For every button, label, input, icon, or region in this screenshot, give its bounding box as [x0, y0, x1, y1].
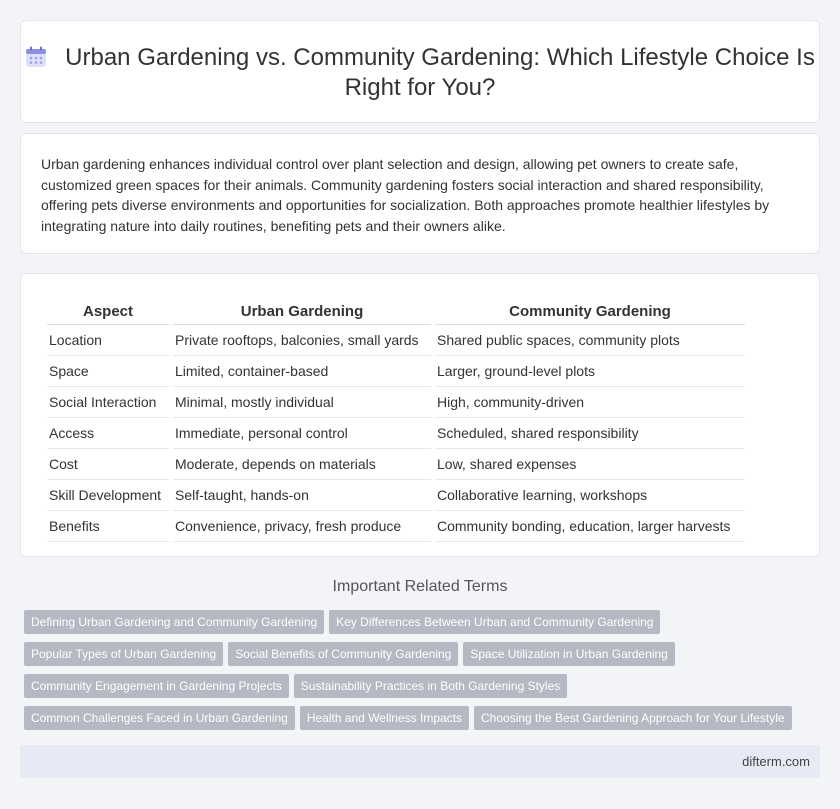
related-term-tag[interactable]: Popular Types of Urban Gardening	[24, 642, 223, 666]
title-card	[20, 20, 820, 123]
table-row	[47, 480, 745, 511]
comparison-table	[43, 294, 749, 542]
cell-community: Scheduled, shared responsibility	[435, 418, 745, 449]
header-community: Community Gardening	[435, 294, 745, 325]
tag-row	[24, 706, 824, 738]
table-row	[47, 511, 745, 542]
cell-urban: Limited, container-based	[173, 356, 431, 387]
cell-aspect: Space	[47, 356, 169, 387]
comparison-card	[20, 273, 820, 557]
related-term-tag[interactable]: Defining Urban Gardening and Community Gardening	[24, 610, 324, 634]
tag-row	[24, 674, 824, 706]
related-term-tag[interactable]: Health and Wellness Impacts	[300, 706, 469, 730]
related-term-tag[interactable]: Social Benefits of Community Gardening	[228, 642, 458, 666]
cell-aspect: Location	[47, 325, 169, 356]
cell-urban: Moderate, depends on materials	[173, 449, 431, 480]
calendar-icon	[25, 46, 47, 68]
related-term-tag[interactable]: Choosing the Best Gardening Approach for Your Lifestyle	[474, 706, 792, 730]
cell-community: Collaborative learning, workshops	[435, 480, 745, 511]
related-term-tag[interactable]: Community Engagement in Gardening Projects	[24, 674, 289, 698]
cell-urban: Self-taught, hands-on	[173, 480, 431, 511]
page-title-wrap	[21, 43, 819, 103]
table-row	[47, 387, 745, 418]
related-terms-title: Important Related Terms	[332, 578, 508, 595]
cell-community: Shared public spaces, community plots	[435, 325, 745, 356]
footer-site-link[interactable]: difterm.com	[742, 754, 810, 769]
table-row	[47, 418, 745, 449]
page-title: Urban Gardening vs. Community Gardening: Which Lifestyle Choice Is Right for You?	[65, 44, 815, 101]
table-row	[47, 356, 745, 387]
footer-bar	[20, 745, 820, 778]
cell-urban: Minimal, mostly individual	[173, 387, 431, 418]
table-row	[47, 449, 745, 480]
tag-row	[24, 642, 824, 674]
header-urban: Urban Gardening	[173, 294, 431, 325]
summary-card	[20, 133, 820, 254]
cell-urban: Private rooftops, balconies, small yards	[173, 325, 431, 356]
table-row	[47, 325, 745, 356]
table-header-row	[47, 294, 745, 325]
related-terms-list	[24, 610, 824, 738]
cell-community: Low, shared expenses	[435, 449, 745, 480]
related-term-tag[interactable]: Space Utilization in Urban Gardening	[463, 642, 674, 666]
cell-urban: Immediate, personal control	[173, 418, 431, 449]
cell-aspect: Skill Development	[47, 480, 169, 511]
related-term-tag[interactable]: Common Challenges Faced in Urban Gardening	[24, 706, 295, 730]
cell-urban: Convenience, privacy, fresh produce	[173, 511, 431, 542]
cell-community: High, community-driven	[435, 387, 745, 418]
related-term-tag[interactable]: Sustainability Practices in Both Gardening Styles	[294, 674, 567, 698]
summary-text: Urban gardening enhances individual control over plant selection and design, allowing pet owners to create safe, customized green spaces for their animals. Community gardening fosters social interaction and shared responsibility, offering pets diverse environments and opportunities for socialization. Both approaches promote healthier lifestyles by integrating nature into daily routines, benefiting pets and their owners alike.	[41, 156, 770, 234]
tag-row	[24, 610, 824, 642]
header-aspect: Aspect	[47, 294, 169, 325]
cell-community: Larger, ground-level plots	[435, 356, 745, 387]
cell-aspect: Access	[47, 418, 169, 449]
related-term-tag[interactable]: Key Differences Between Urban and Community Gardening	[329, 610, 660, 634]
cell-aspect: Benefits	[47, 511, 169, 542]
cell-community: Community bonding, education, larger harvests	[435, 511, 745, 542]
cell-aspect: Social Interaction	[47, 387, 169, 418]
cell-aspect: Cost	[47, 449, 169, 480]
